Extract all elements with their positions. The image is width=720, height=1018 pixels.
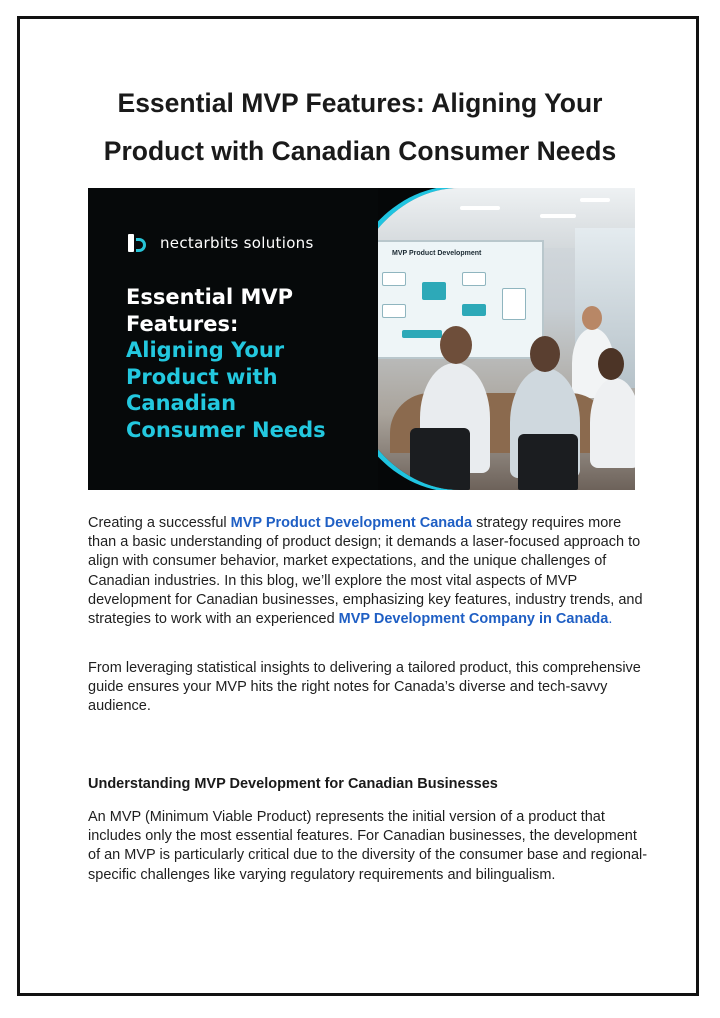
attendee-head	[440, 326, 472, 364]
ceiling-light	[540, 214, 576, 218]
brand-name: nectarbits solutions	[160, 234, 314, 252]
mvp-product-development-canada-link[interactable]: MVP Product Development Canada	[230, 515, 473, 531]
intro-paragraph-2: From leveraging statistical insights to delivering a tailored product, this comprehensive guide ensures your MVP hits the right notes for Canada’s diverse and tech-savvy audience.	[88, 660, 641, 715]
hero-banner-image	[88, 188, 635, 490]
meeting-photo	[340, 188, 635, 490]
ceiling-light	[580, 198, 610, 202]
intro-text: strategy requires more than a basic understanding of product design; it demands a laser-focused approach to align with consumer behavior, market expectations, and the unique challenges of Canadian industries. In this blog, we’ll explore the most vital aspects of MVP development for Canadian businesses, emphasizing key features, industry trends, and strategies to work with an experienced	[88, 515, 643, 628]
hero-text-panel	[88, 188, 378, 490]
mvp-development-company-link[interactable]: MVP Development Company in Canada	[338, 611, 609, 628]
nectarbits-logo-icon	[126, 230, 152, 256]
presenter-head	[582, 306, 602, 330]
board-title: MVP Product Development	[392, 250, 482, 257]
section-heading: Understanding MVP Development for Canadian Businesses	[88, 776, 498, 792]
office-chair	[410, 428, 470, 490]
ceiling-light	[460, 206, 500, 210]
hero-heading-line: Essential MVP	[126, 285, 293, 309]
attendee-head	[598, 348, 624, 380]
diagram-node	[502, 288, 526, 320]
attendee	[590, 378, 635, 468]
diagram-node	[462, 272, 486, 286]
intro-text: .	[608, 611, 613, 628]
page-title-line-2: Product with Canadian Consumer Needs	[103, 136, 617, 166]
section-paragraph: An MVP (Minimum Viable Product) represents the initial version of a product that includes only the most essential features. For Canadian businesses, the development of an MVP is particularly critical due to the diversity of the consumer base and regional-specific challenges like varying regulatory requirements and bilingualism.	[88, 809, 648, 883]
intro-text: Creating a successful	[88, 515, 231, 531]
page-title-line-1: Essential MVP Features: Aligning Your	[117, 88, 603, 118]
diagram-node	[462, 304, 486, 316]
hero-heading	[126, 284, 326, 443]
diagram-node	[422, 282, 446, 300]
hero-heading-line: Features:	[126, 311, 239, 336]
diagram-node	[382, 304, 406, 318]
hero-heading-line: Canadian	[126, 391, 237, 415]
intro-paragraph-1	[88, 514, 648, 629]
brand-logo	[126, 230, 314, 256]
diagram-node	[402, 330, 442, 338]
hero-heading-line: Consumer Needs	[126, 417, 326, 442]
attendee-head	[530, 336, 560, 372]
office-chair	[518, 434, 578, 490]
diagram-node	[382, 272, 406, 286]
hero-heading-line: Product with	[126, 364, 278, 389]
hero-heading-line: Aligning Your	[126, 338, 285, 362]
